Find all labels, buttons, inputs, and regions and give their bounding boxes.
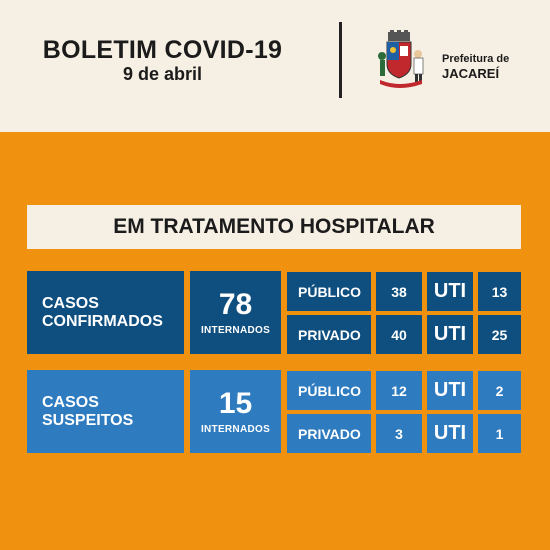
- suspected-public-label: PÚBLICO: [287, 371, 371, 410]
- confirmed-private-uti-label: UTI: [427, 315, 473, 354]
- prefecture-name-line1: Prefeitura de: [442, 53, 510, 65]
- prefecture-name-line2: JACAREÍ: [442, 66, 500, 81]
- suspected-public-uti-value: 2: [478, 371, 521, 410]
- header: [0, 0, 550, 132]
- suspected-private-uti-label: UTI: [427, 414, 473, 453]
- suspected-private-value: 3: [376, 414, 422, 453]
- header-divider: [339, 22, 342, 98]
- confirmed-public-value: 38: [376, 272, 422, 311]
- suspected-count-value: 15: [218, 387, 253, 420]
- confirmed-private-label: PRIVADO: [287, 315, 371, 354]
- confirmed-private-uti-value: 25: [478, 315, 521, 354]
- suspected-label-line1: CASOS: [42, 393, 99, 411]
- confirmed-private-value: 40: [376, 315, 422, 354]
- confirmed-label-line1: CASOS: [42, 294, 99, 312]
- confirmed-label-line2: CONFIRMADOS: [42, 312, 163, 330]
- suspected-hospitalized-count: [190, 370, 281, 453]
- confirmed-count-label: INTERNADOS: [200, 325, 271, 336]
- suspected-label-line2: SUSPEITOS: [42, 411, 134, 429]
- suspected-public-value: 12: [376, 371, 422, 410]
- suspected-cases-label: [27, 370, 184, 453]
- confirmed-public-uti-label: UTI: [427, 272, 473, 311]
- confirmed-hospitalized-count: [190, 271, 281, 354]
- section-banner: EM TRATAMENTO HOSPITALAR: [27, 205, 521, 249]
- suspected-private-label: PRIVADO: [287, 414, 371, 453]
- confirmed-count-value: 78: [218, 288, 253, 321]
- confirmed-public-uti-value: 13: [478, 272, 521, 311]
- suspected-private-uti-value: 1: [478, 414, 521, 453]
- confirmed-public-label: PÚBLICO: [287, 272, 371, 311]
- bulletin-date: 9 de abril: [122, 64, 203, 84]
- suspected-public-uti-label: UTI: [427, 371, 473, 410]
- confirmed-cases-label: [27, 271, 184, 354]
- suspected-count-label: INTERNADOS: [200, 424, 271, 435]
- city-crest-icon: [378, 30, 438, 88]
- page-title: BOLETIM COVID-19: [42, 36, 283, 64]
